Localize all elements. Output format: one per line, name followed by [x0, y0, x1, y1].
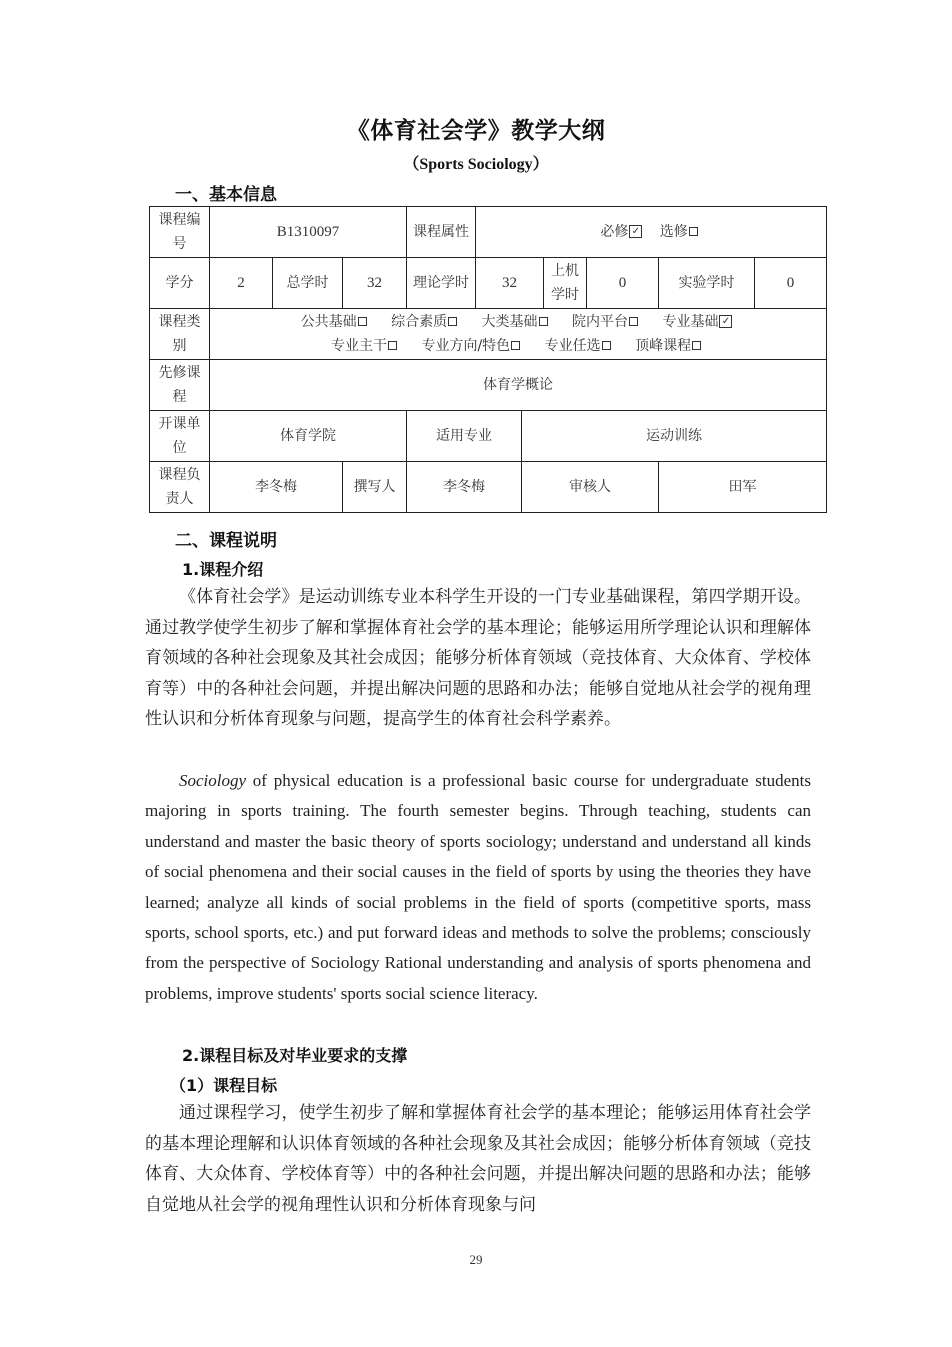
course-goals-text: 通过课程学习，使学生初步了解和掌握体育社会学的基本理论；能够运用体育社会学的基本理论理解和认识体育领域的各种社会现象及其社会成因；能够分析体育领域（竞技体育、大众体育、学校体育等）中的各种社会问题，并提出解决问题的思路和办法；能够自觉地从社会学的视角理性认识和分析体育现象与问 [145, 1103, 811, 1215]
empty-checkbox-icon [358, 317, 367, 326]
category-option: 院内平台 [572, 314, 628, 330]
empty-checkbox-icon [689, 227, 698, 236]
intro-english-first-word: Sociology [179, 771, 247, 790]
empty-checkbox-icon [692, 341, 701, 350]
category-option: 公共基础 [300, 314, 357, 330]
empty-checkbox-icon [448, 317, 457, 326]
intro-english-text: of physical education is a professional basic course for undergraduate students majoring in sports training. The fourth semester begins. Through teaching, students can understand and master the basic theory of sports sociology; understand and understand all kinds of social phenomena and their social causes in the field of sports by using the theories they have learned; analyze all kinds of social problems in the field of sports (competitive sports, mass sports, school sports, etc.) and put forward ideas and methods to solve the problems; consciously from the perspective of Sociology Rational understanding and analysis of sports phenomena and problems, improve students' sports social science literacy. [145, 771, 811, 1003]
dept-value: 体育学院 [210, 411, 407, 462]
table-row [150, 309, 827, 360]
leader-label: 课程负责人 [150, 462, 210, 513]
course-intro-heading: 1.课程介绍 [182, 560, 264, 579]
category-option: 顶峰课程 [635, 338, 692, 354]
credit-value: 2 [210, 258, 273, 309]
empty-checkbox-icon [539, 317, 548, 326]
reviewer-label: 审核人 [522, 462, 659, 513]
theory-hours-value: 32 [476, 258, 544, 309]
category-option: 专业主干 [331, 338, 387, 354]
empty-checkbox-icon [388, 341, 397, 350]
major-label: 适用专业 [407, 411, 522, 462]
table-row [150, 207, 827, 258]
section-basic-info-heading: 一、基本信息 [175, 185, 277, 205]
course-intro-english [145, 766, 811, 1009]
dept-label: 开课单位 [150, 411, 210, 462]
course-attr-value [476, 207, 827, 258]
table-row [150, 360, 827, 411]
theory-hours-label: 理论学时 [407, 258, 476, 309]
course-intro-chinese: 《体育社会学》是运动训练专业本科学生开设的一门专业基础课程，第四学期开设。通过教学使学生初步了解和掌握体育社会学的基本理论；能够运用所学理论认识和理解体育领域的各种社会现象及其社会成因；能够分析体育领域（竞技体育、大众体育、学校体育等）中的各种社会问题，并提出解决问题的思路和办法；能够自觉地从社会学的视角理性认识和分析体育现象与问题，提高学生的体育社会科学素养。 [145, 587, 811, 730]
experiment-hours-value: 0 [755, 258, 827, 309]
category-option: 专业任选 [544, 338, 601, 354]
prereq-value: 体育学概论 [210, 360, 827, 411]
course-code-value: B1310097 [210, 207, 407, 258]
document-title: 《体育社会学》教学大纲 [346, 118, 606, 144]
writer-label: 撰写人 [343, 462, 407, 513]
course-goals-heading: 2.课程目标及对毕业要求的支撑 [182, 1046, 408, 1065]
major-value: 运动训练 [522, 411, 827, 462]
course-category-label: 课程类别 [150, 309, 210, 360]
course-goals-subheading: （1）课程目标 [170, 1076, 278, 1095]
course-code-label: 课程编号 [150, 207, 210, 258]
experiment-hours-label: 实验学时 [659, 258, 755, 309]
category-option: 专业基础 [662, 314, 719, 330]
computer-hours-value: 0 [587, 258, 659, 309]
total-hours-value: 32 [343, 258, 407, 309]
empty-checkbox-icon [629, 317, 638, 326]
course-category-options [210, 309, 827, 360]
attr-required-label: 必修 [600, 224, 629, 240]
table-row [150, 411, 827, 462]
basic-info-table [149, 206, 827, 513]
empty-checkbox-icon [511, 341, 520, 350]
course-attr-label: 课程属性 [407, 207, 476, 258]
table-row [150, 462, 827, 513]
total-hours-label: 总学时 [273, 258, 343, 309]
writer-value: 李冬梅 [407, 462, 522, 513]
computer-hours-label: 上机学时 [544, 258, 587, 309]
category-option: 大类基础 [481, 314, 538, 330]
empty-checkbox-icon [602, 341, 611, 350]
prereq-label: 先修课程 [150, 360, 210, 411]
reviewer-value: 田军 [659, 462, 827, 513]
checked-box-icon: ✓ [719, 315, 732, 328]
page-number: 29 [469, 1252, 483, 1267]
table-row [150, 258, 827, 309]
credit-label: 学分 [150, 258, 210, 309]
leader-value: 李冬梅 [210, 462, 343, 513]
checked-box-icon: ✓ [629, 225, 642, 238]
attr-elective-label: 选修 [659, 224, 688, 240]
category-option: 专业方向/特色 [421, 338, 511, 354]
category-option: 综合素质 [391, 314, 448, 330]
document-subtitle: （Sports Sociology） [403, 156, 549, 173]
section-course-description-heading: 二、课程说明 [175, 531, 277, 551]
